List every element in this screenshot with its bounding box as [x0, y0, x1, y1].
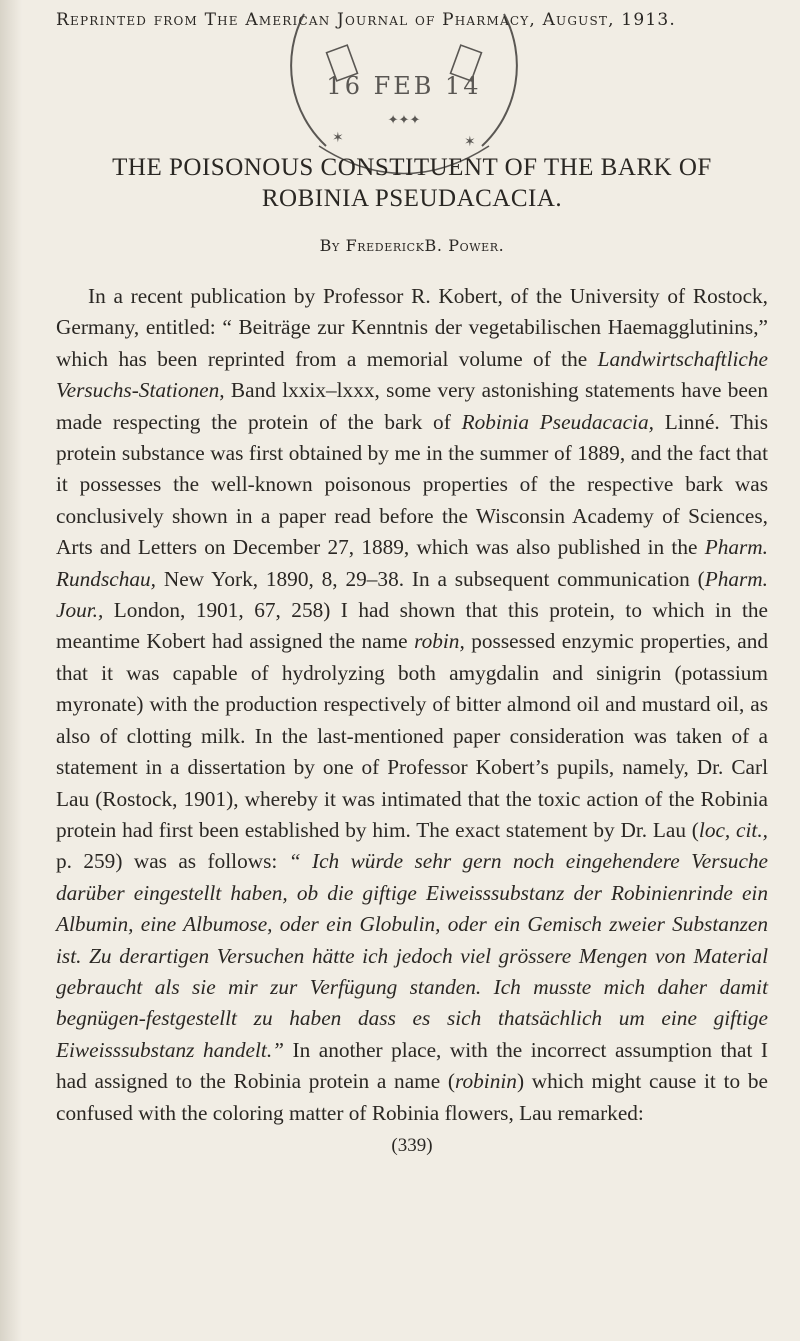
author-byline: By FrederickB. Power. [319, 236, 505, 255]
page-edge-shadow [0, 0, 22, 1341]
article-title [56, 152, 768, 214]
body-paragraph: In a recent publication by Professor R. Kobert, of the University of Rostock, Germany, entitled: “ Beiträge zur Kenntnis der vegetabilischen Haemagglutinins,” which has been reprinted from a memorial volume of the Landwirtschaftliche Versuchs-Stationen, Band lxxix–lxxx, some very astonishing statements have been made respecting the protein of the bark of Robinia Pseudacacia, Linné. This protein substance was first obtained by me in the summer of 1889, and the fact that it possesses the well-known poisonous properties of the respective bark was conclusively shown in a paper read before the Wisconsin Academy of Sciences, Arts and Letters on December 27, 1889, which was also published in the Pharm. Rundschau, New York, 1890, 8, 29–38. In a subsequent communication (Pharm. Jour., London, 1901, 67, 258) I had shown that this protein, to which in the meantime Kobert had assigned the name robin, possessed enzymic properties, and that it was capable of hydrolyzing both amygdalin and sinigrin (potassium myronate) with the production respectively of bitter almond oil and mustard oil, as also of clotting milk. In the last-mentioned paper consideration was taken of a statement in a dissertation by one of Professor Kobert’s pupils, namely, Dr. Carl Lau (Rostock, 1901), whereby it was intimated that the toxic action of the Robinia protein had first been established by him. The exact statement by Dr. Lau (loc, cit., p. 259) was as follows: “ Ich würde sehr gern noch eingehendere Versuche darüber eingestellt haben, ob die giftige Eiweisssubstanz der Robinienrinde ein Albumin, eine Albumose, oder ein Globulin, oder ein Gemisch zweier Substanzen ist. Zu derartigen Versuchen hätte ich jedoch viel grössere Mengen von Material gebraucht als sie mir zur Verfügung standen. Ich musste mich daher damit begnügen-festgestellt zu haben dass es sich thatsächlich um eine giftige Eiweisssubstanz handelt.” In another place, with the incorrect assumption that I had assigned to the Robinia protein a name (robinin) which might cause it to be confused with the coloring matter of Robinia flowers, Lau remarked: [56, 284, 768, 1125]
stamp-date: 16 FEB 14 [326, 72, 482, 100]
svg-text:✶: ✶ [332, 130, 344, 146]
page-number: (339) [391, 1134, 433, 1156]
reprint-header: Reprinted from The American Journal of Pharmacy, August, 1913. [56, 10, 676, 30]
document-page [56, 6, 768, 1157]
title-line-1: THE POISONOUS CONSTITUENT OF THE BARK OF [112, 154, 712, 181]
title-line-2: ROBINIA PSEUDACACIA. [261, 185, 563, 212]
svg-text:✦✦✦: ✦✦✦ [387, 113, 421, 128]
svg-text:✶: ✶ [464, 134, 476, 150]
